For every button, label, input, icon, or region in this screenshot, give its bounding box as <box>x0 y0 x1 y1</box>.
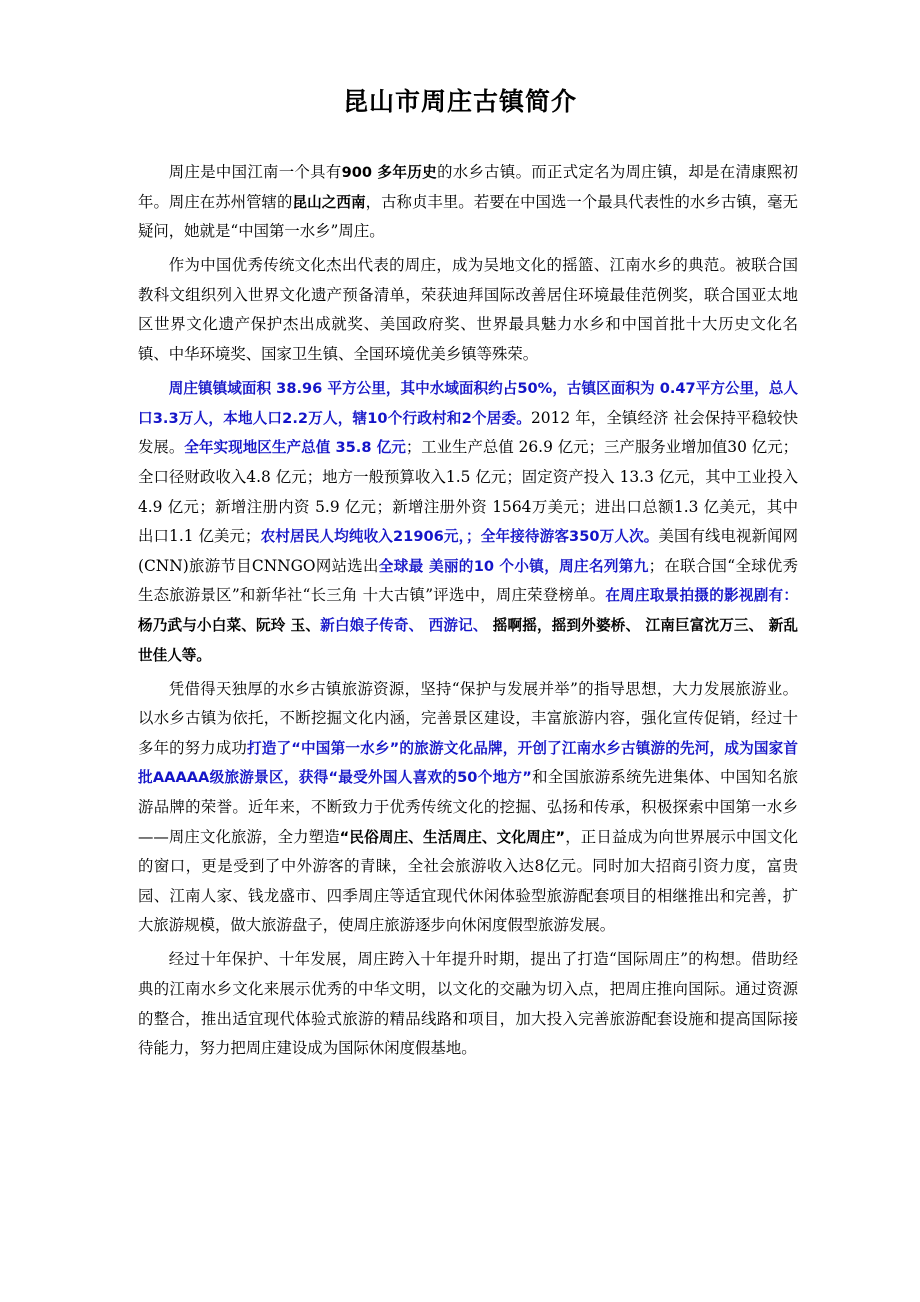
text-run: 和全国旅游系统先进集体、中国知名旅游品牌的荣誉。近年来，不断致力于优秀传统文化的挖掘、弘扬和传承，积极探索中国第一水乡——周庄文化旅游，全力塑造 <box>138 768 798 846</box>
highlight-run: 打造了“中国第一水乡”的旅游文化品牌，开创了江南水乡古镇游的先河，成为国家首批AAAAA级旅游景区，获得“最受外国人喜欢的50个地方” <box>138 739 798 787</box>
text-run: 凭借得天独厚的水乡古镇旅游资源，坚持“保护与发展并举”的指导思想，大力发展旅游业。以水乡古镇为依托，不断挖掘文化内涵，完善景区建设，丰富旅游内容，强化宣传促销，经过十多年的努力成功 <box>138 679 798 757</box>
paragraph-intro <box>138 158 798 247</box>
text-run: ；工业生产总值 26.9 亿元；三产服务业增加值30 亿元；全口径财政收入4.8 亿元；地方一般预算收入1.5 亿元；固定资产投入 13.3 亿元，其中工业投入 4.9 亿元；新增注册内资 5.9 亿元；新增注册外资 1564万美元；进出口总额1.3 亿美元，其中出口1.1 亿美元； <box>138 438 798 546</box>
highlight-run: 全球最 美丽的10 个小镇，周庄名列第九 <box>378 557 649 575</box>
text-run: ；在联合国“全球优秀生态旅游景区”和新华社“长三角 十大古镇”评选中，周庄荣登榜单。 <box>138 556 798 605</box>
highlight-run: 全年实现地区生产总值 35.8 亿元 <box>184 439 406 457</box>
highlight-run: 周庄镇镇域面积 38.96 平方公里，其中水域面积约占50%，古镇区面积为 0.47平方公里，总人口3.3万人，本地人口2.2万人，辖10个行政村和2个居委。 <box>138 380 798 427</box>
text-run: 周庄是中国江南一个具有 <box>168 163 342 181</box>
text-run: 2012 年，全镇经济 社会保持平稳较快发展。 <box>138 408 799 457</box>
bold-run: 昆山之西南 <box>292 193 366 211</box>
highlight-run: 农村居民人均纯收入21906元，；全年接待游客350万人次。 <box>260 528 659 546</box>
text-run: ，古称贞丰里。若要在中国选一个最具代表性的水乡古镇，毫无疑问，她就是“中国第一水乡”周庄。 <box>138 192 798 241</box>
paragraph-future: 经过十年保护、十年发展，周庄跨入十年提升时期，提出了打造“国际周庄”的构想。借助经典的江南水乡文化来展示优秀的中华文明，以文化的交融为切入点，把周庄推向国际。通过资源的整合，推出适宜现代体验式旅游的精品线路和项目，加大投入完善旅游配套设施和提高国际接待能力，努力把周庄建设成为国际休闲度假基地。 <box>138 950 798 1058</box>
highlight-run: 新白娘子传奇、 西游记、 <box>320 616 488 634</box>
bold-run: “民俗周庄、生活周庄、文化周庄” <box>339 828 566 846</box>
paragraph-tourism <box>138 675 798 941</box>
document-body <box>138 158 798 1068</box>
paragraph-honors: 作为中国优秀传统文化杰出代表的周庄，成为吴地文化的摇篮、江南水乡的典范。被联合国教科文组织列入世界文化遗产预备清单，荣获迪拜国际改善居住环境最佳范例奖，联合国亚太地区世界文化遗产保护杰出成就奖、美国政府奖、世界最具魅力水乡和中国首批十大历史文化名镇、中华环境奖、国家卫生镇、全国环境优美乡镇等殊荣。 <box>138 256 798 364</box>
text-run: 美国有线电视新闻网(CNN)旅游节目CNNGO网站选出 <box>138 527 798 575</box>
bold-run: 900 多年历史 <box>341 164 438 181</box>
bold-run: 摇啊摇，摇到外婆桥、 江南巨富沈万三、 新乱世佳人等。 <box>138 616 798 664</box>
bold-run: 杨乃武与小白菜、阮玲 玉、 <box>138 616 321 634</box>
paragraph-statistics <box>138 374 798 670</box>
text-run: ，正日益成为向世界展示中国文化的窗口，更是受到了中外游客的青睐，全社会旅游收入达8亿元。同时加大招商引资力度，富贵园、江南人家、钱龙盛市、四季周庄等适宜现代休闲体验型旅游配套项目的相继推出和完善，扩大旅游规模，做大旅游盘子，使周庄旅游逐步向休闲度假型旅游发展。 <box>138 827 798 935</box>
highlight-run: 在周庄取景拍摄的影视剧有： <box>605 587 798 605</box>
text-run: 的水乡古镇。而正式定名为周庄镇，却是在清康熙初年。周庄在苏州管辖的 <box>138 163 798 211</box>
document-title: 昆山市周庄古镇简介 <box>342 87 577 116</box>
